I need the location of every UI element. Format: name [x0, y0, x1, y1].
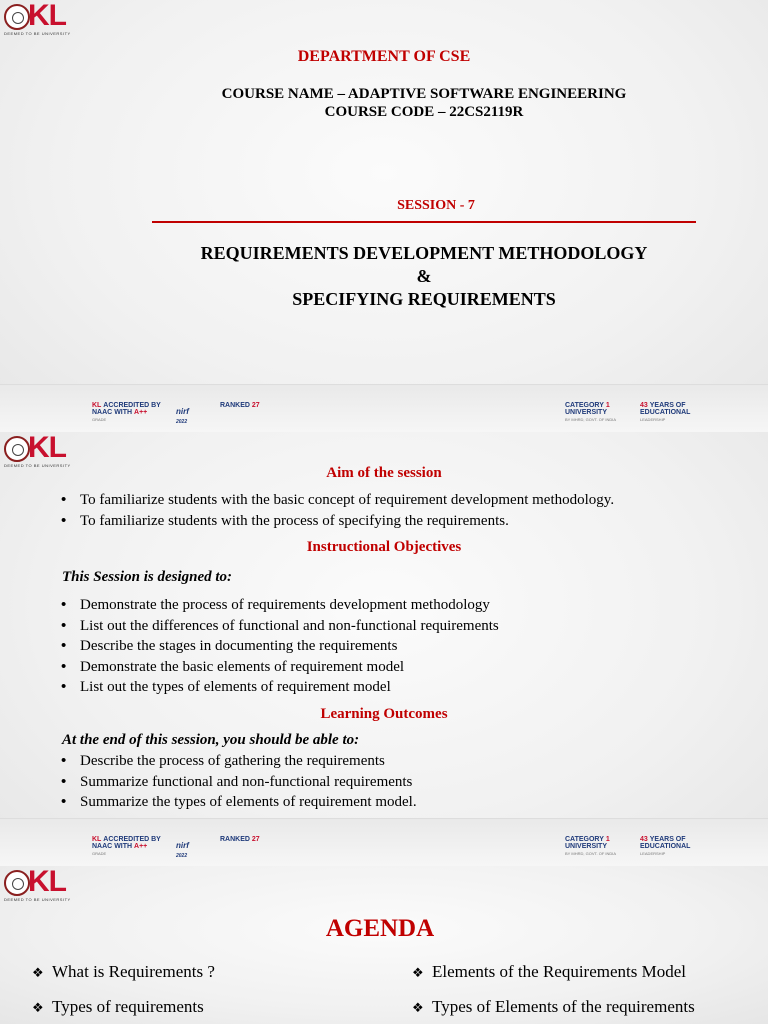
years-badge: 43 YEARS OF EDUCATIONAL LEADERSHIP: [640, 402, 691, 422]
list-item: • Demonstrate the process of requirements development methodology: [60, 595, 499, 616]
aim-list: [60, 490, 614, 531]
list-item: • List out the types of elements of requirement model: [60, 677, 499, 698]
university-seal-icon: [4, 870, 30, 896]
aim-heading: Aim of the session: [326, 465, 442, 481]
nirf-rank-badge: RANKED 27: [220, 836, 260, 843]
session-label: SESSION - 7: [397, 198, 475, 213]
agenda-item: ❖ Types of Elements of the requirements: [412, 997, 695, 1016]
slide-title-line2: SPECIFYING REQUIREMENTS: [292, 289, 556, 309]
nirf-rank-badge: RANKED 27: [220, 402, 260, 409]
outcomes-heading: Learning Outcomes: [320, 706, 448, 722]
list-item: • Summarize the types of elements of requirement model.: [60, 792, 417, 813]
slide-footer: [0, 818, 768, 866]
nirf-logo-icon: nirf 2022: [176, 407, 189, 425]
slide-title: [0, 0, 768, 432]
objectives-intro: This Session is designed to:: [62, 569, 233, 585]
list-item: • To familiarize students with the process of specifying the requirements.: [60, 511, 614, 532]
list-item: • Demonstrate the basic elements of requirement model: [60, 657, 499, 678]
outcomes-intro: At the end of this session, you should be able to:: [62, 732, 360, 748]
naac-badge: KL ACCREDITED BY NAAC WITH A++ GRADE: [92, 836, 161, 856]
list-item: • Describe the process of gathering the requirements: [60, 751, 417, 772]
category-badge: CATEGORY 1 UNIVERSITY BY MHRD, GOVT. OF INDIA: [565, 836, 617, 856]
agenda-item: ❖ What is Requirements ?: [32, 962, 215, 981]
logo-text: KL: [28, 866, 66, 898]
slide-agenda: [0, 866, 768, 1024]
title-divider: [152, 221, 696, 223]
logo-text: KL: [28, 432, 66, 464]
logo-text: KL: [28, 0, 66, 32]
slide-footer: [0, 384, 768, 432]
kl-logo: [4, 0, 84, 36]
nirf-logo-icon: nirf 2022: [176, 841, 189, 859]
list-item: • Summarize functional and non-functional requirements: [60, 772, 417, 793]
objectives-list: [60, 595, 499, 698]
objectives-heading: Instructional Objectives: [306, 539, 462, 555]
slide-title-line1: REQUIREMENTS DEVELOPMENT METHODOLOGY: [200, 243, 648, 263]
university-seal-icon: [4, 4, 30, 30]
university-seal-icon: [4, 436, 30, 462]
diamond-bullet-icon: ❖: [32, 1001, 44, 1016]
department-heading: DEPARTMENT OF CSE: [297, 48, 471, 65]
kl-logo: [4, 432, 84, 468]
slide-title-ampersand: &: [416, 266, 432, 286]
years-badge: 43 YEARS OF EDUCATIONAL LEADERSHIP: [640, 836, 691, 856]
course-name: COURSE NAME – ADAPTIVE SOFTWARE ENGINEERING: [221, 86, 627, 102]
course-code: COURSE CODE – 22CS2119R: [324, 104, 524, 120]
diamond-bullet-icon: ❖: [32, 966, 44, 981]
diamond-bullet-icon: ❖: [412, 966, 424, 981]
agenda-item: ❖ Types of requirements: [32, 997, 204, 1016]
logo-subtext: DEEMED TO BE UNIVERSITY: [4, 897, 71, 902]
logo-subtext: DEEMED TO BE UNIVERSITY: [4, 31, 71, 36]
diamond-bullet-icon: ❖: [412, 1001, 424, 1016]
agenda-title: AGENDA: [325, 915, 435, 942]
list-item: • Describe the stages in documenting the requirements: [60, 636, 499, 657]
agenda-item: ❖ Elements of the Requirements Model: [412, 962, 686, 981]
slide-objectives: [0, 432, 768, 866]
naac-badge: KL ACCREDITED BY NAAC WITH A++ GRADE: [92, 402, 161, 422]
list-item: • To familiarize students with the basic concept of requirement development methodology.: [60, 490, 614, 511]
outcomes-list: [60, 751, 417, 813]
category-badge: CATEGORY 1 UNIVERSITY BY MHRD, GOVT. OF INDIA: [565, 402, 617, 422]
list-item: • List out the differences of functional and non-functional requirements: [60, 616, 499, 637]
logo-subtext: DEEMED TO BE UNIVERSITY: [4, 463, 71, 468]
kl-logo: [4, 866, 84, 902]
